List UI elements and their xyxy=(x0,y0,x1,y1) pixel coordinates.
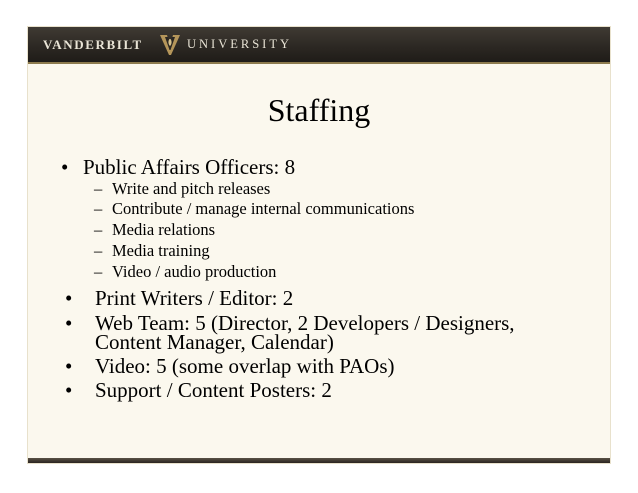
sub-bullet-text: Media relations xyxy=(112,220,216,239)
bullet-marker: • xyxy=(65,286,73,310)
bullet-marker: • xyxy=(61,155,69,179)
slide xyxy=(28,27,610,463)
brand-wordmark-vanderbilt: VANDERBILT xyxy=(43,37,143,52)
sub-bullet-text: Contribute / manage internal communications xyxy=(112,199,415,218)
bullet-text: Web Team: 5 (Director, 2 Developers / Designers, xyxy=(95,311,515,335)
sub-bullet-text: Media training xyxy=(112,241,210,260)
sub-bullet-marker: – xyxy=(94,179,103,198)
bullet-text: Print Writers / Editor: 2 xyxy=(95,286,294,310)
bullet-text-line-2: Content Manager, Calendar) xyxy=(95,330,334,354)
sub-bullet-text: Write and pitch releases xyxy=(112,179,271,198)
bullet-text: Video: 5 (some overlap with PAOs) xyxy=(95,354,395,378)
slide-header-bar xyxy=(28,27,610,62)
header-divider xyxy=(28,62,610,64)
sub-bullet-marker: – xyxy=(94,199,103,218)
sub-bullet-text: Video / audio production xyxy=(112,262,277,281)
sub-bullet-marker: – xyxy=(94,241,103,260)
bullet-marker: • xyxy=(65,378,73,402)
brand-wordmark-university: UNIVERSITY xyxy=(187,37,292,51)
bullet-text: Public Affairs Officers: 8 xyxy=(83,155,296,179)
footer-bar xyxy=(28,458,610,463)
sub-bullet-marker: – xyxy=(94,262,103,281)
bullet-text: Support / Content Posters: 2 xyxy=(95,378,332,402)
vanderbilt-v-oak-leaf-icon xyxy=(159,33,181,57)
slide-title: Staffing xyxy=(267,92,371,128)
sub-bullet-marker: – xyxy=(94,220,103,239)
bullet-marker: • xyxy=(65,354,73,378)
bullet-marker: • xyxy=(65,311,73,335)
